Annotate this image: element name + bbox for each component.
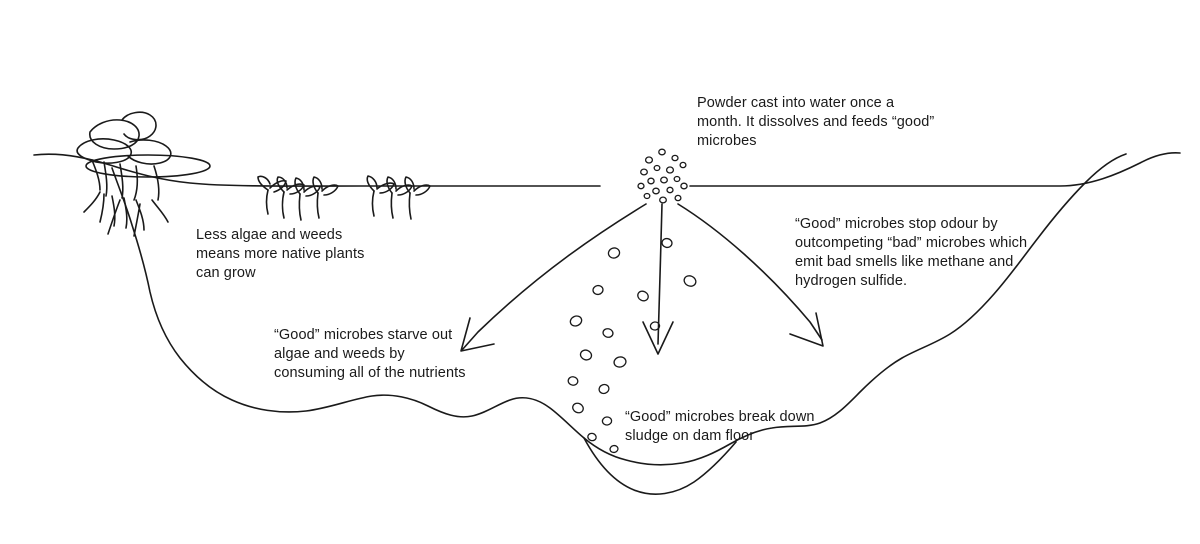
powder-particles <box>638 149 687 203</box>
sludge-contour <box>584 438 736 494</box>
label-native-plants: Less algae and weeds means more native plants can grow <box>196 227 365 281</box>
arrow-down <box>643 204 673 354</box>
dam-bed-profile <box>112 154 1126 465</box>
label-starve-algae: “Good” microbes starve out algae and weeds by consuming all of the nutrients <box>274 327 466 381</box>
label-odour-control: “Good” microbes stop odour by outcompeting “bad” microbes which emit bad smells like methane and hydrogen sulfide. <box>795 216 1028 289</box>
label-powder-cast: Powder cast into water once a month. It dissolves and feeds “good” microbes <box>697 95 935 149</box>
arrow-left <box>461 204 646 351</box>
label-break-down-sludge: “Good” microbes break down sludge on dam floor <box>625 409 815 444</box>
water-surface-line-right <box>690 153 1180 186</box>
reed-plants <box>258 176 430 220</box>
water-surface-line-left <box>34 154 600 186</box>
